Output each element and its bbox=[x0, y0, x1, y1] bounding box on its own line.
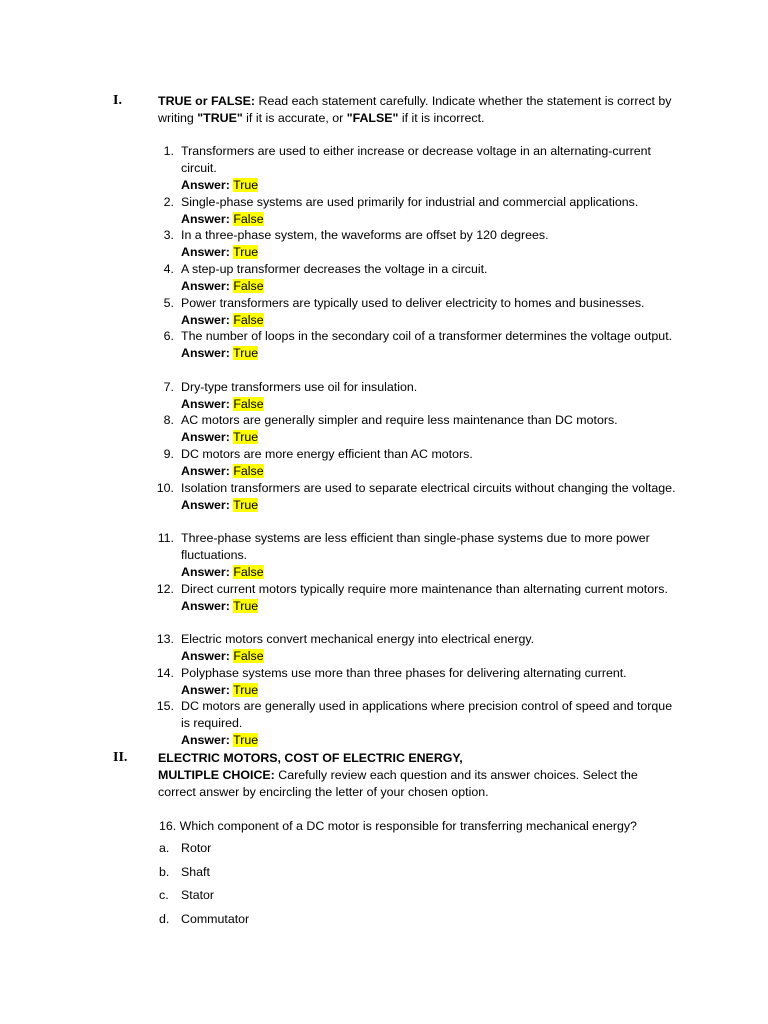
question-8: 8. AC motors are generally simpler and require less maintenance than DC motors. Answer: True bbox=[150, 412, 680, 446]
section-1-heading: TRUE or FALSE: bbox=[158, 94, 256, 108]
answer-line: Answer: True bbox=[181, 178, 259, 192]
answer-value: True bbox=[233, 245, 259, 259]
answer-line: Answer: True bbox=[181, 683, 259, 697]
question-3: 3. In a three-phase system, the waveforms are offset by 120 degrees. Answer: True bbox=[150, 227, 680, 261]
answer-line: Answer: True bbox=[181, 733, 259, 747]
answer-line: Answer: False bbox=[181, 397, 264, 411]
answer-value: False bbox=[233, 649, 264, 663]
answer-line: Answer: True bbox=[181, 599, 259, 613]
question-15: 15. DC motors are generally used in applications where precision control of speed and torque is required. Answer: True bbox=[150, 698, 680, 749]
answer-value: True bbox=[233, 498, 259, 512]
option-c[interactable]: c. Stator bbox=[159, 888, 215, 902]
question-1: 1. Transformers are used to either increase or decrease voltage in an alternating-current circuit. Answer: True bbox=[150, 143, 680, 194]
question-12: 12. Direct current motors typically require more maintenance than alternating current motors. Answer: True bbox=[150, 581, 680, 615]
answer-value: False bbox=[233, 212, 264, 226]
answer-line: Answer: True bbox=[181, 498, 259, 512]
question-4: 4. A step-up transformer decreases the voltage in a circuit. Answer: False bbox=[150, 261, 680, 295]
answer-line: Answer: True bbox=[181, 430, 259, 444]
answer-value: False bbox=[233, 279, 264, 293]
question-9: 9. DC motors are more energy efficient than AC motors. Answer: False bbox=[150, 446, 680, 480]
option-b[interactable]: b. Shaft bbox=[159, 865, 210, 879]
answer-line: Answer: False bbox=[181, 464, 264, 478]
question-16: 16. Which component of a DC motor is responsible for transferring mechanical energy? bbox=[159, 819, 637, 833]
option-a[interactable]: a. Rotor bbox=[159, 841, 212, 855]
answer-value: False bbox=[233, 565, 264, 579]
answer-line: Answer: False bbox=[181, 649, 264, 663]
question-2: 2. Single-phase systems are used primarily for industrial and commercial applications. Answer: False bbox=[150, 194, 680, 228]
answer-line: Answer: True bbox=[181, 245, 259, 259]
answer-value: True bbox=[233, 683, 259, 697]
section-1-instructions: TRUE or FALSE: Read each statement carefully. Indicate whether the statement is correct by writing "TRUE" if it is accurate, or "FALSE" if it is incorrect. bbox=[158, 94, 672, 125]
question-11: 11. Three-phase systems are less efficient than single-phase systems due to more power fluctuations. Answer: False bbox=[150, 530, 680, 581]
section-2-heading: ELECTRIC MOTORS, COST OF ELECTRIC ENERGY, bbox=[158, 751, 463, 765]
answer-line: Answer: False bbox=[181, 279, 264, 293]
answer-value: False bbox=[233, 464, 264, 478]
question-10: 10. Isolation transformers are used to separate electrical circuits without changing the voltage. Answer: True bbox=[150, 480, 680, 514]
section-2-instructions: ELECTRIC MOTORS, COST OF ELECTRIC ENERGY, MULTIPLE CHOICE: Carefully review each question and its answer choices. Select the correct answer by encircling the letter of your chosen option. bbox=[158, 751, 638, 799]
question-6: 6. The number of loops in the secondary coil of a transformer determines the voltage output. Answer: True bbox=[150, 328, 680, 362]
answer-value: True bbox=[233, 346, 259, 360]
answer-value: False bbox=[233, 397, 264, 411]
option-d[interactable]: d. Commutator bbox=[159, 912, 250, 926]
question-5: 5. Power transformers are typically used to deliver electricity to homes and businesses. Answer: False bbox=[150, 295, 680, 329]
section-2-numeral: II. bbox=[113, 750, 128, 765]
answer-line: Answer: False bbox=[181, 313, 264, 327]
question-13: 13. Electric motors convert mechanical energy into electrical energy. Answer: False bbox=[150, 631, 680, 665]
answer-value: True bbox=[233, 178, 259, 192]
answer-line: Answer: True bbox=[181, 346, 259, 360]
answer-value: False bbox=[233, 313, 264, 327]
answer-line: Answer: False bbox=[181, 565, 264, 579]
section-1-numeral: I. bbox=[113, 93, 122, 108]
question-14: 14. Polyphase systems use more than three phases for delivering alternating current. Answer: True bbox=[150, 665, 680, 699]
answer-value: True bbox=[233, 430, 259, 444]
answer-value: True bbox=[233, 733, 259, 747]
answer-value: True bbox=[233, 599, 259, 613]
answer-line: Answer: False bbox=[181, 212, 264, 226]
question-7: 7. Dry-type transformers use oil for insulation. Answer: False bbox=[150, 379, 680, 413]
